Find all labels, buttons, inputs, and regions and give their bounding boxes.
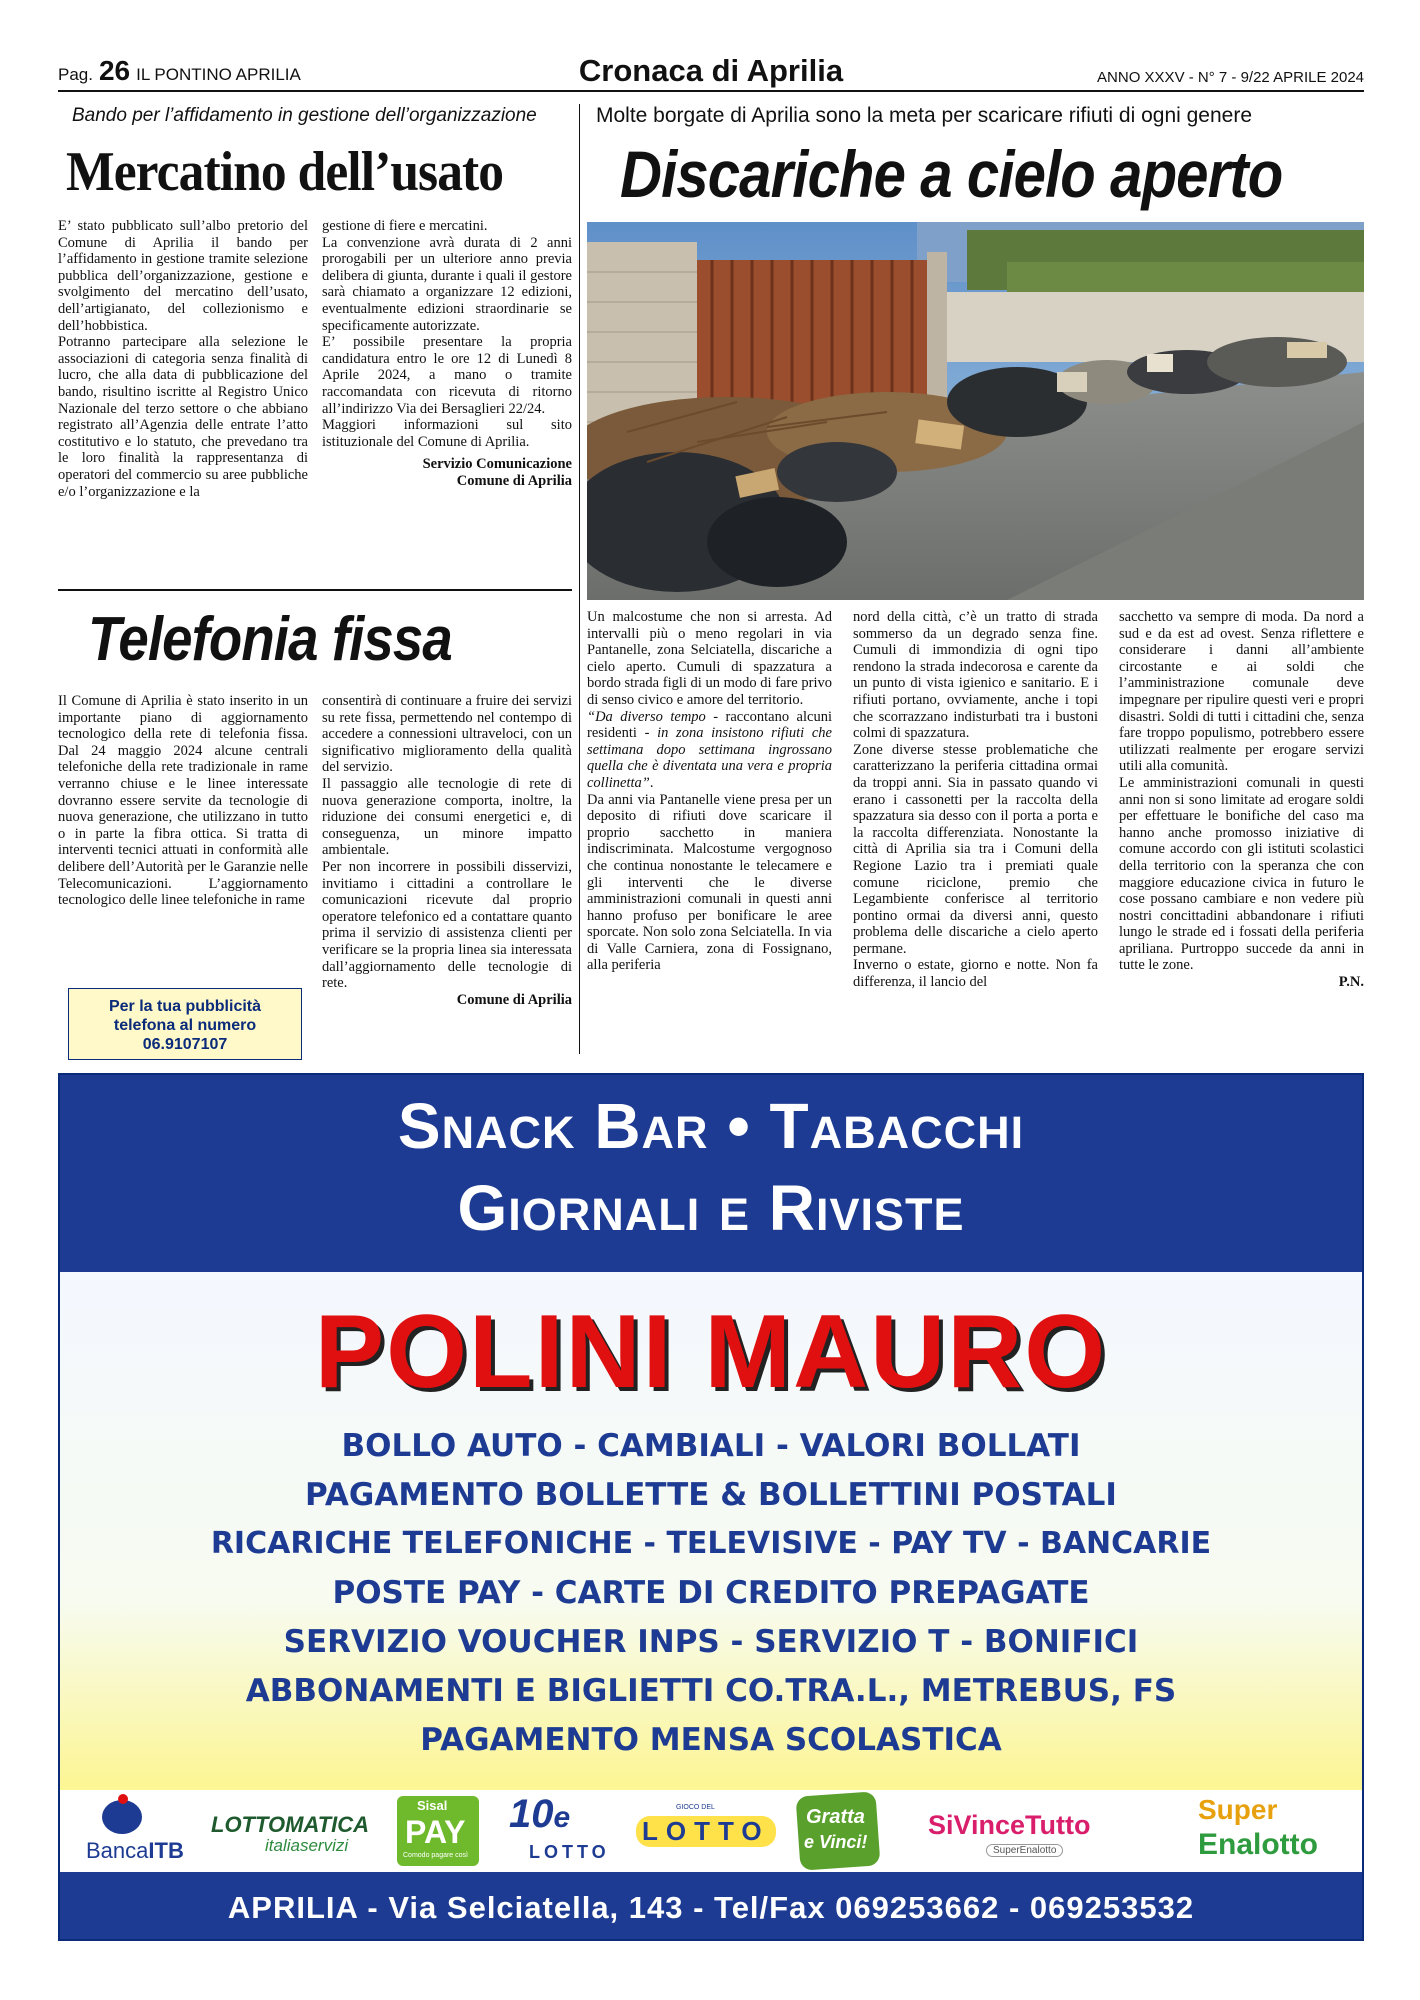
pay-tagline: Comodo pagare così: [403, 1852, 468, 1859]
bancaitb-logo: [74, 1790, 194, 1872]
publication-name: IL PONTINO APRILIA: [136, 65, 301, 84]
ad-service-line: BOLLO AUTO - CAMBIALI - VALORI BOLLATI: [341, 1428, 1081, 1464]
signature: Comune di Aprilia: [456, 472, 572, 489]
ad-service-line: RICARICHE TELEFONICHE - TELEVISIVE - PAY TV - BANCARIE: [210, 1526, 1212, 1561]
gratta-text: Gratta: [806, 1806, 865, 1828]
article-separator: [58, 589, 572, 591]
ad-service-line: PAGAMENTO BOLLETTE & BOLLETTINI POSTALI: [305, 1477, 1117, 1513]
ad-address-band: APRILIA - Via Selciatella, 143 - Tel/Fax 069253662 - 069253532: [60, 1872, 1362, 1941]
lotto-text: LOTTO: [636, 1816, 776, 1847]
photo-image: [587, 222, 1364, 600]
discariche-column-1: [587, 609, 832, 1059]
ad-service-line: SERVIZIO VOUCHER INPS - SERVIZIO T - BONIFICI: [283, 1624, 1139, 1660]
sivince-sub: SuperEnalotto: [986, 1844, 1063, 1857]
quote-end: .: [649, 774, 654, 791]
sivince-text: SiVinceTutto: [928, 1810, 1091, 1840]
mercatino-kicker: Bando per l’affidamento in gestione dell’organizzazione: [72, 105, 537, 126]
paragraph: Da anni via Pantanelle viene presa per un deposito di rifiuti dove scaricare il proprio sacchetto in maniera indiscriminata. Malcostume vergognoso che continua nonostante le telecamere e gli interventi che le diverse amministrazioni comunali in questi anni hanno profuso per bonificare le aree sporcate. Non solo zona Selciatella. In via di Valle Carniera, zona di Fossignano, alla periferia: [587, 791, 832, 974]
page-prefix: Pag.: [58, 65, 93, 84]
paragraph: Il passaggio alle tecnologie di rete di nuova generazione comporta, inoltre, la riduzione dei consumi energetici e, di conseguenza, un minore impatto ambientale.: [322, 775, 572, 859]
page-header: [58, 53, 1364, 92]
bancaitb-icon: [102, 1800, 142, 1834]
grattaevinci-badge: [796, 1791, 881, 1870]
ad-logo-strip: [60, 1790, 1362, 1872]
paragraph: Maggiori informazioni sul sito istituzionale del Comune di Aprilia.: [322, 417, 572, 450]
paragraph: gestione di fiere e mercatini.: [322, 218, 488, 234]
ad-line: telefona al numero: [113, 1017, 257, 1034]
ad-service-line: ABBONAMENTI E BIGLIETTI CO.TRA.L., METREBUS, FS: [245, 1673, 1177, 1709]
discariche-column-3: [1119, 609, 1364, 1059]
discariche-kicker: Molte borgate di Aprilia sono la meta per scaricare rifiuti di ogni genere: [596, 104, 1253, 127]
paragraph: E’ stato pubblicato sull’albo pretorio del Comune di Aprilia il bando per l’affidamento in gestione tramite selezione pubblica dell’organizzazione, gestione e svolgimento del mercatino dell’usato, dell’artigianato, del collezionismo e dell’hobbistica.: [58, 218, 308, 334]
sisalpay-logo: [393, 1790, 483, 1872]
advertisement-polini: [58, 1073, 1364, 1941]
telefonia-title: Telefonia fissa: [88, 605, 452, 674]
telefonia-column-1: [58, 693, 308, 973]
paragraph: Potranno partecipare alla selezione le associazioni di categoria senza finalità di lucro, che alla data di pubblicazione del bando, risultino iscritte al Registro Unico Nazionale del terzo settore o che abbiano registrato all’Agenzia delle entrate l’atto costitutivo e lo statuto, che prevedano tra le loro finalità la rappresentanza di operatori del commercio su aree pubbliche e/o l’organizzazione e la: [58, 334, 308, 500]
ad-service-line: PAGAMENTO MENSA SCOLASTICA: [420, 1722, 1002, 1758]
enalotto-text: Enalotto: [1198, 1828, 1318, 1861]
vinci-text: e Vinci!: [804, 1832, 868, 1852]
signature: P.N.: [1338, 974, 1364, 991]
paragraph: consentirà di continuare a fruire dei servizi su rete fissa, permettendo nel contempo di accedere a connessioni ultraveloci, con un significativo miglioramento della qualità del servizio.: [322, 693, 572, 776]
page-number: 26: [98, 55, 131, 86]
diecielotto-lotto: LOTTO: [529, 1842, 610, 1862]
discariche-title: Discariche a cielo aperto: [620, 137, 1283, 211]
advertising-box: [68, 988, 302, 1060]
bancaitb-accent-icon: [118, 1794, 128, 1804]
paragraph: La convenzione avrà durata di 2 anni prorogabili per un ulteriore anno previa delibera di giunta, durante i quali il gestore sarà chiamato a organizzare 12 edizioni, eventualmente edizioni straordinarie se specificamente autorizzate.: [322, 234, 572, 334]
ad-line-giornali: Giornali e Riviste: [457, 1172, 965, 1244]
paragraph-quote: [587, 709, 832, 792]
paragraph: sacchetto va sempre di moda. Da nord a sud e da est ad ovest. Senza riflettere e considerare i danni all’ambiente circostante e ai soldi che l’amministrazione comunale deve impegnare per ripulire questi veri e propri disastri. Soldi di tutti i cittadini che, senza fare troppo populismo, potrebbero essere utilizzati realmente per erogare servizi utili alla comunità.: [1119, 609, 1364, 775]
lottomatica-logo: [205, 1790, 375, 1872]
paragraph: Zone diverse stesse problematiche che caratterizzano la periferia cittadina ormai da troppi anni. Sia in passato quando vi erano i cassonetti per la raccolta della spazzatura sia desso con il porta a porta e la raccolta differenziata. Nonostante la città di Aprilia sia tra i Comuni della Regione Lazio tra i premiati quale comune riciclone, premio che Legambiente conferisce al territorio pontino ormai da diversi anni, questo problema delle discariche a cielo aperto permane.: [853, 741, 1098, 957]
paragraph: Il Comune di Aprilia è stato inserito in un importante piano di aggiornamento tecnologico della rete di telefonia fissa. Dal 24 maggio 2024 alcune centrali telefoniche della rete tradizionale in rame verranno chiuse e le linee interessate dovranno essere servite da tecnologie di nuova generazione, che utilizzano in tutto o in parte la fibra ottica. Si tratta di interventi tecnici attuati in conformità alle delibere dell’Autorità per le Garanzie nelle Telecomunicazioni. L’aggiornamento tecnologico delle linee telefoniche in rame: [58, 693, 308, 909]
lotto-small-text: GIOCO DEL: [676, 1804, 715, 1811]
pay-text: PAY: [405, 1814, 466, 1850]
lotto-logo: [630, 1790, 770, 1872]
paragraph: nord della città, c’è un tratto di strada sommerso da un degrado senza fine. Cumuli di immondizia di ogni tipo rendono la strada indecorosa e carente da un punto di vista igienico e sanitario. E i rifiuti portano, ovviamente, anche i topi che scorrazzano indisturbati tra i bustoni colmi di spazzatura.: [853, 609, 1098, 742]
lottomatica-text: LOTTOMATICA: [211, 1812, 370, 1837]
lottomatica-sub: italiaservizi: [265, 1836, 349, 1855]
paragraph: Un malcostume che non si arresta. Ad intervalli più o meno regolari in via Pantanelle, zona Selciatella, discariche a cielo aperto. Cumuli di spazzatura a bordo strada figli di un modo di fare privo di senso civico e amore del territorio.: [587, 609, 832, 708]
ad-phone: 06.9107107: [142, 1036, 228, 1053]
ad-line-snackbar: Snack Bar • Tabacchi: [397, 1090, 1025, 1162]
telefonia-column-2: [322, 693, 572, 1063]
quote-open: “Da diverso tempo: [587, 708, 706, 725]
bancaitb-text: BancaITB: [86, 1838, 184, 1863]
quote-attribution: - raccontano alcuni residenti -: [587, 708, 832, 742]
paragraph: Inverno o estate, giorno e notte. Non fa differenza, il lancio del: [853, 957, 1098, 991]
section-title: Cronaca di Aprilia: [578, 53, 844, 88]
discariche-column-2: [853, 609, 1098, 1059]
ad-line: Per la tua pubblicità: [108, 998, 262, 1015]
grattaevinci-logo: [784, 1790, 894, 1872]
paragraph: E’ possibile presentare la propria candidatura entro le ore 12 di Lunedì 8 Aprile 2024, a mano o tramite raccomandata con ricevuta di ritorno all’indirizzo Via dei Bersaglieri 22/24.: [322, 334, 572, 417]
ad-brand-name: POLINI MAURO: [314, 1294, 1108, 1410]
quote-body: in zona insistono rifiuti che settimana dopo settimana ingrossano quella che è diventata una vera e propria collinetta”: [587, 725, 832, 791]
mercatino-column-1: [58, 218, 308, 578]
superenalotto-logo: [1190, 1790, 1350, 1872]
sivincetutto-logo: [920, 1790, 1120, 1872]
photo-illegal-dump: [587, 222, 1364, 600]
sisal-text: Sisal: [417, 1798, 448, 1813]
ad-header-band: [60, 1075, 1362, 1272]
diecielotto-logo: [503, 1790, 613, 1872]
mercatino-column-2: [322, 218, 572, 578]
signature: Servizio Comunicazione: [422, 456, 572, 473]
mercatino-title: Mercatino dell’usato: [66, 141, 504, 203]
paragraph: Per non incorrere in possibili disservizi, invitiamo i cittadini a controllare le comunicazioni ricevute dal proprio operatore telefonico ed a contattare quanto prima il servizio di assistenza clienti per verificare se la propria linea sia interessata dall’aggiornamento delle tecnologie di rete.: [322, 858, 572, 992]
paragraph: Le amministrazioni comunali in questi anni non si sono limitate ad erogare soldi per effettuare le bonifiche del caso ma hanno anche promosso iniziative di comune accordo con gli istituti scolastici della territorio con la speranza che con maggiore educazione civica in futuro le cose possano cambiare e non vedere più nostri concittadini abbandonare i rifiuti lungo le strade ed i fossati della periferia apriliana. Purtroppo succede da anni in tutte le zone.: [1119, 774, 1364, 974]
issue-info: ANNO XXXV - N° 7 - 9/22 APRILE 2024: [1097, 69, 1364, 86]
super-text: Super: [1198, 1794, 1278, 1825]
column-rule-main: [579, 104, 580, 1054]
ad-service-line: POSTE PAY - CARTE DI CREDITO PREPAGATE: [332, 1575, 1090, 1611]
diecielotto-mark: 10e: [509, 1792, 571, 1836]
signature: Comune di Aprilia: [456, 991, 572, 1008]
